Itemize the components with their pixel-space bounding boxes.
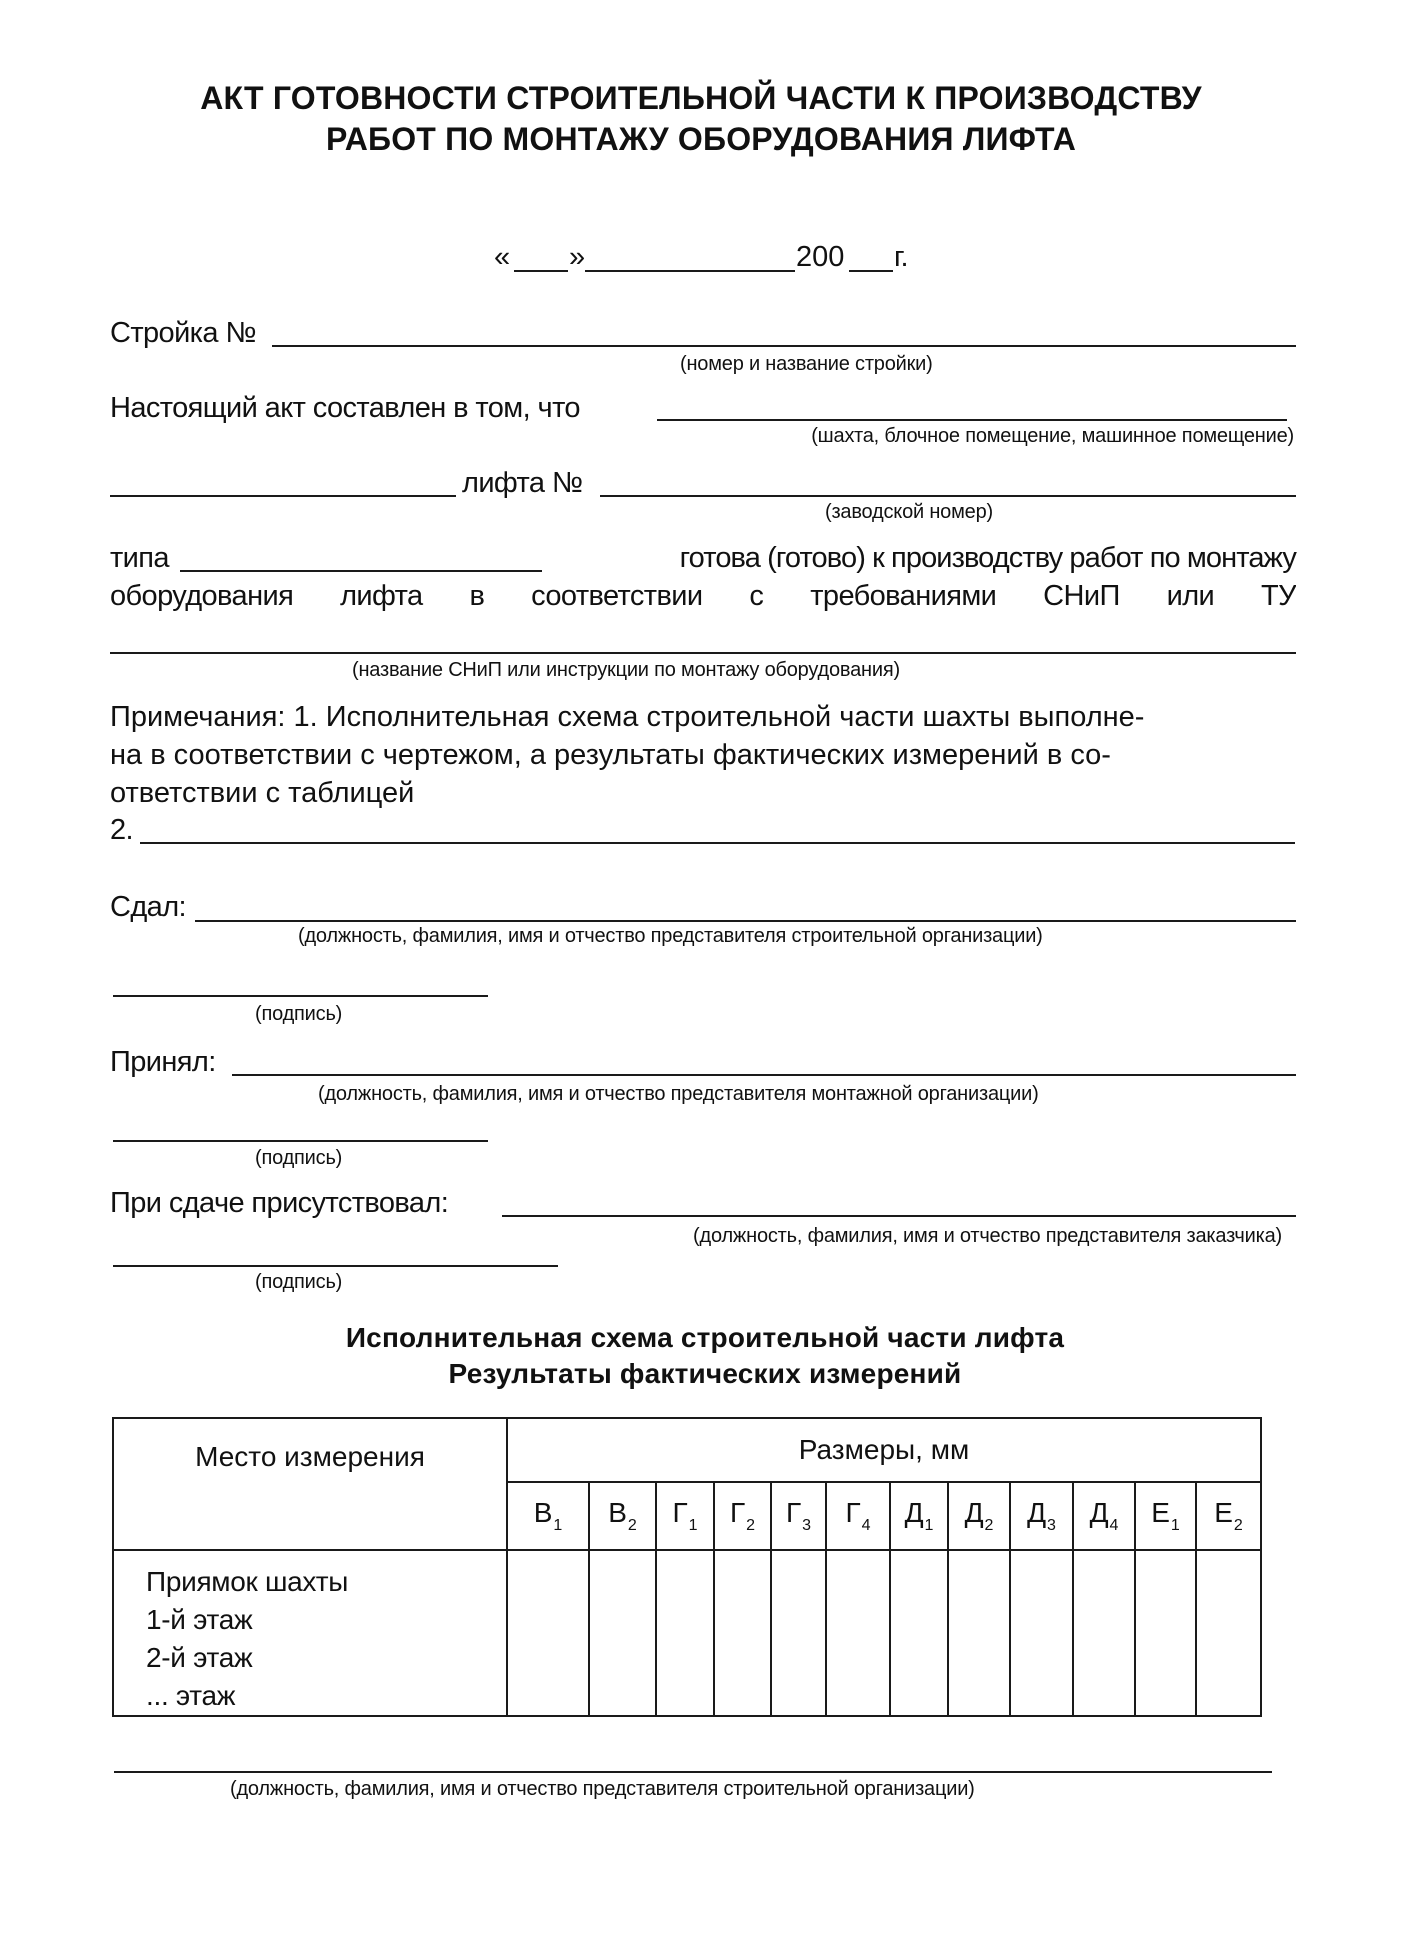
date-year-suffix: г. bbox=[894, 241, 908, 273]
scheme-heading: Исполнительная схема строительной части лифта bbox=[345, 1322, 1065, 1353]
act-label: Настоящий акт составлен в том, что bbox=[110, 392, 580, 424]
type-label: типа bbox=[110, 542, 169, 574]
present-signature-field[interactable] bbox=[113, 1265, 558, 1267]
date-close-quote: » bbox=[569, 241, 585, 273]
size-column-header: $Г_2$ bbox=[714, 1482, 771, 1550]
accepted-signature-field[interactable] bbox=[113, 1140, 488, 1142]
value-cell-g1[interactable] bbox=[656, 1550, 714, 1716]
handed-signature-caption: (подпись) bbox=[255, 1003, 343, 1025]
column-header-place: Место измерения bbox=[113, 1418, 507, 1550]
value-cell-g2[interactable] bbox=[714, 1550, 771, 1716]
notes-line-2: на в соответствии с чертежом, а результаты фактических измерений в со- bbox=[110, 739, 1111, 771]
size-column-header: $Г_3$ bbox=[771, 1482, 826, 1550]
notes-line-1: Примечания: 1. Исполнительная схема строительной части шахты выполне- bbox=[110, 701, 1145, 733]
accepted-label: Принял: bbox=[110, 1046, 216, 1078]
date-year-field[interactable] bbox=[849, 270, 893, 272]
size-column-header: $В_1$ bbox=[507, 1482, 589, 1550]
snip-field[interactable] bbox=[110, 652, 1296, 654]
row-label-floor-2: 2-й этаж bbox=[146, 1642, 253, 1673]
row-label-floor-n: ... этаж bbox=[146, 1680, 236, 1711]
value-cell-g3[interactable] bbox=[771, 1550, 826, 1716]
snip-caption: (название СНиП или инструкции по монтажу оборудования) bbox=[352, 659, 900, 681]
size-column-header: $Е_1$ bbox=[1135, 1482, 1196, 1550]
value-cell-e1[interactable] bbox=[1135, 1550, 1196, 1716]
row-label-floor-1: 1-й этаж bbox=[146, 1604, 253, 1635]
value-cell-b2[interactable] bbox=[589, 1550, 656, 1716]
object-field[interactable] bbox=[110, 495, 456, 497]
construction-caption: (номер и название стройки) bbox=[680, 353, 933, 375]
document-title-line-1: АКТ ГОТОВНОСТИ СТРОИТЕЛЬНОЙ ЧАСТИ К ПРОИЗВОДСТВУ bbox=[200, 80, 1202, 116]
accepted-field[interactable] bbox=[232, 1074, 1296, 1076]
lift-number-field[interactable] bbox=[600, 495, 1296, 497]
present-signature-caption: (подпись) bbox=[255, 1271, 343, 1293]
size-column-header: $Д_3$ bbox=[1010, 1482, 1073, 1550]
size-column-header: $Д_1$ bbox=[890, 1482, 948, 1550]
size-column-header: $Д_2$ bbox=[948, 1482, 1010, 1550]
date-open-quote: « bbox=[494, 241, 510, 273]
measurement-places-cell bbox=[113, 1550, 507, 1716]
measurements-table bbox=[112, 1417, 1262, 1717]
size-column-header: $Г_1$ bbox=[656, 1482, 714, 1550]
footer-signer-caption: (должность, фамилия, имя и отчество представителя строительной организации) bbox=[230, 1778, 975, 1800]
date-month-field[interactable] bbox=[585, 270, 795, 272]
construction-label: Стройка № bbox=[110, 317, 256, 349]
value-cell-d1[interactable] bbox=[890, 1550, 948, 1716]
document-title-line-2: РАБОТ ПО МОНТАЖУ ОБОРУДОВАНИЯ ЛИФТА bbox=[325, 121, 1077, 157]
type-field[interactable] bbox=[180, 570, 542, 572]
handed-caption: (должность, фамилия, имя и отчество представителя строительной организации) bbox=[298, 925, 1043, 947]
size-column-header: $Г_4$ bbox=[826, 1482, 890, 1550]
value-cell-g4[interactable] bbox=[826, 1550, 890, 1716]
present-caption: (должность, фамилия, имя и отчество представителя заказчика) bbox=[693, 1225, 1282, 1247]
column-header-sizes: Размеры, мм bbox=[507, 1418, 1261, 1482]
handed-signature-field[interactable] bbox=[113, 995, 488, 997]
measurements-heading: Результаты фактических измерений bbox=[448, 1358, 962, 1389]
value-cell-d4[interactable] bbox=[1073, 1550, 1135, 1716]
compliance-text: оборудования лифта в соответствии с требованиями СНиП или ТУ bbox=[110, 580, 1296, 612]
note-2-field[interactable] bbox=[140, 842, 1295, 844]
act-field[interactable] bbox=[657, 419, 1287, 421]
present-label: При сдаче присутствовал: bbox=[110, 1187, 449, 1219]
handed-field[interactable] bbox=[195, 920, 1296, 922]
value-cell-d3[interactable] bbox=[1010, 1550, 1073, 1716]
table-row bbox=[113, 1550, 1261, 1716]
notes-line-3: ответствии с таблицей bbox=[110, 777, 415, 809]
accepted-caption: (должность, фамилия, имя и отчество представителя монтажной организации) bbox=[318, 1083, 1039, 1105]
date-year-prefix: 200 bbox=[796, 241, 845, 273]
size-column-header: $Е_2$ bbox=[1196, 1482, 1261, 1550]
size-column-header: $Д_4$ bbox=[1073, 1482, 1135, 1550]
footer-signer-field[interactable] bbox=[114, 1771, 1272, 1773]
date-day-field[interactable] bbox=[514, 270, 568, 272]
value-cell-e2[interactable] bbox=[1196, 1550, 1261, 1716]
row-label-pit: Приямок шахты bbox=[146, 1566, 349, 1597]
accepted-signature-caption: (подпись) bbox=[255, 1147, 343, 1169]
lift-label: лифта № bbox=[462, 467, 583, 499]
value-cell-b1[interactable] bbox=[507, 1550, 589, 1716]
ready-text: готова (готово) к производству работ по монтажу bbox=[679, 542, 1296, 574]
note-2-label: 2. bbox=[110, 814, 133, 846]
size-column-header: $В_2$ bbox=[589, 1482, 656, 1550]
value-cell-d2[interactable] bbox=[948, 1550, 1010, 1716]
present-field[interactable] bbox=[502, 1215, 1296, 1217]
handed-label: Сдал: bbox=[110, 891, 186, 923]
lift-caption: (заводской номер) bbox=[825, 501, 993, 523]
construction-field[interactable] bbox=[272, 345, 1296, 347]
act-caption: (шахта, блочное помещение, машинное помещение) bbox=[811, 425, 1294, 447]
